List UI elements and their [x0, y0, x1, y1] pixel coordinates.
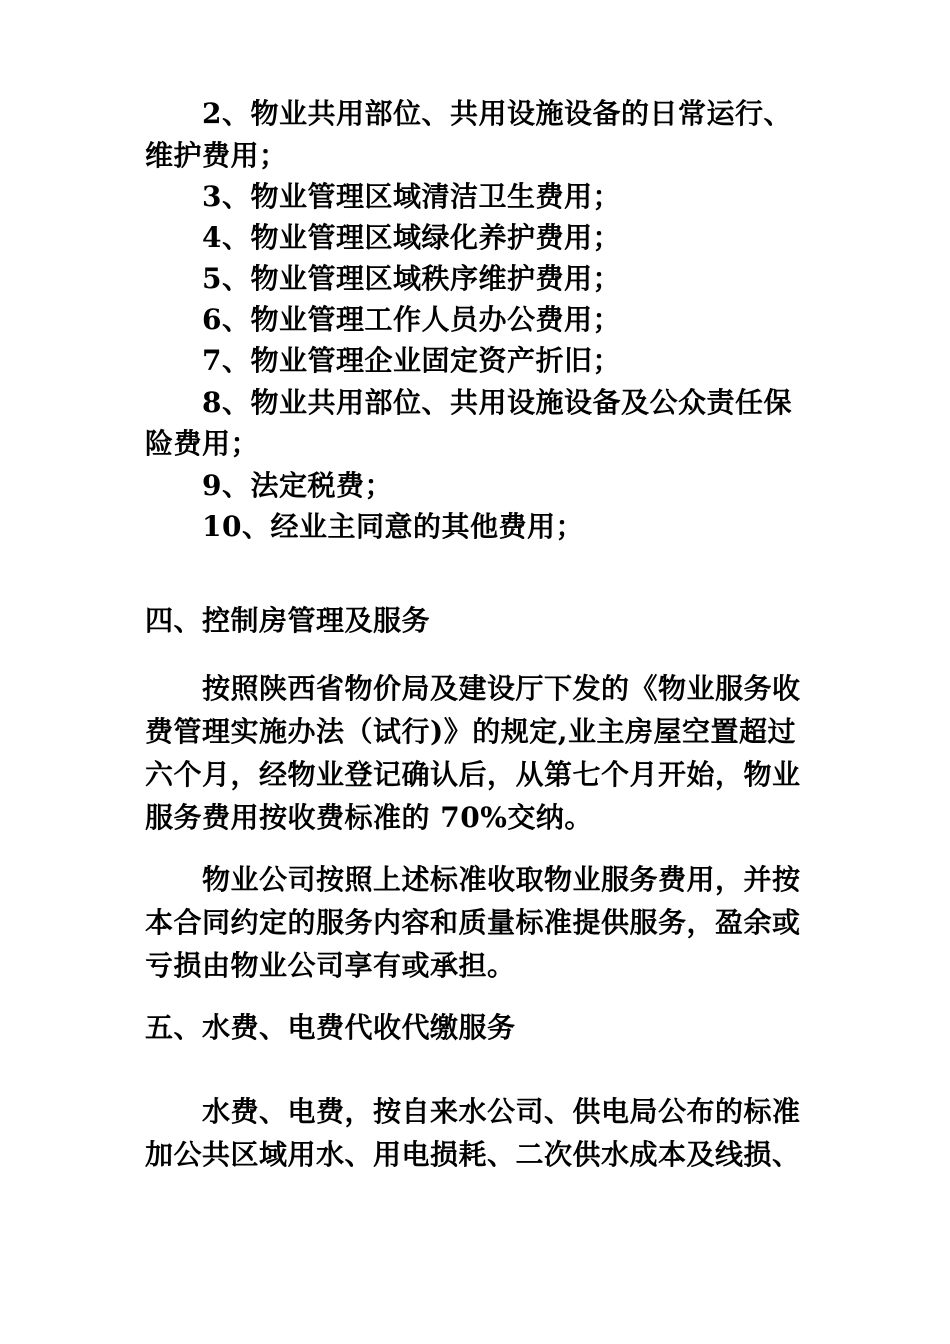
list-item-2: 2、物业共用部位、共用设施设备的日常运行、	[202, 97, 792, 130]
list-item-4: 4、物业管理区域绿化养护费用；	[202, 221, 621, 254]
section-5-paragraph-1-line-1: 水费、电费，按自来水公司、供电局公布的标准	[202, 1095, 801, 1128]
section-4-paragraph-2-line-3: 亏损由物业公司享有或承担。	[145, 949, 516, 982]
section-5-paragraph-1-line-2: 加公共区域用水、用电损耗、二次供水成本及线损、	[145, 1138, 801, 1171]
list-item-7: 7、物业管理企业固定资产折旧；	[202, 344, 621, 377]
section-4-paragraph-2-line-1: 物业公司按照上述标准收取物业服务费用，并按	[202, 863, 801, 896]
list-item-10: 10、经业主同意的其他费用；	[202, 510, 584, 543]
list-item-9: 9、法定税费；	[202, 469, 393, 502]
list-item-6: 6、物业管理工作人员办公费用；	[202, 303, 621, 336]
list-item-8: 8、物业共用部位、共用设施设备及公众责任保	[202, 386, 792, 419]
list-item-3: 3、物业管理区域清洁卫生费用；	[202, 180, 621, 213]
list-item-8-continued: 险费用；	[145, 427, 260, 460]
section-4-paragraph-2-line-2: 本合同约定的服务内容和质量标准提供服务，盈余或	[145, 906, 801, 939]
list-item-2-continued: 维护费用；	[145, 139, 288, 172]
list-item-5: 5、物业管理区域秩序维护费用；	[202, 262, 621, 295]
section-4-paragraph-1-line-4: 服务费用按收费标准的 70%交纳。	[145, 801, 593, 834]
section-4-paragraph-1-line-3: 六个月，经物业登记确认后，从第七个月开始，物业	[145, 758, 801, 791]
section-4-heading: 四、控制房管理及服务	[145, 604, 431, 637]
section-5-heading: 五、水费、电费代收代缴服务	[145, 1011, 516, 1044]
section-4-paragraph-1-line-2: 费管理实施办法（试行)》的规定,业主房屋空置超过	[145, 715, 796, 748]
section-4-paragraph-1-line-1: 按照陕西省物价局及建设厅下发的《物业服务收	[202, 672, 801, 705]
